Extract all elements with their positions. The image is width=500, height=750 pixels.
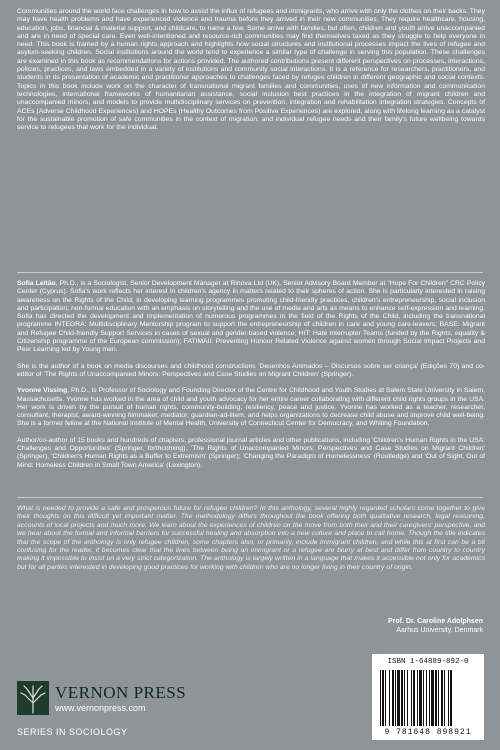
isbn-label: ISBN 1-64889-892-0 bbox=[387, 658, 469, 666]
divider bbox=[17, 497, 483, 498]
barcode-icon bbox=[378, 670, 478, 726]
isbn-number: 9 781648 898921 bbox=[384, 728, 472, 737]
bio-sofia bbox=[17, 280, 485, 355]
reviewer-affiliation: Aarhus University, Denmark bbox=[396, 627, 483, 634]
bio-sofia-books: She is the author of a book on media discourses and childhood constructions 'Desenhos Animados – Discursos sobre ser criança' (Edições 70) and co-editor of 'The Rights of Unaccompanied Minors: Perspectives and Case Studies on Migrant Children' (Springer). bbox=[17, 362, 485, 378]
book-blurb: Communities around the world face challenges in how to assist the influx of refugees and immigrants, who arrive with only the clothes on their backs. They may have health problems and have experienced violence and trauma before they arrived in their new communities. They require healthcare, housing, education, jobs, financial & material support, and childcare, to name a few. Some arrive with families, but often, children and youth arrive unaccompanied and are in need of special care. Even well-intentioned and resource-rich communities may find themselves taxed as they struggle to help everyone in need. This book is framed by a human rights approach and highlights how social structures and institutional processes impact the lives of refugee and asylum-seeking children. Social institutions around the world tend to experience a similar type of challenge in serving this population. These challenges are examined in this book as recommendations for actions provided. The authored contributions present different perspectives on processes, interactions, policies, practices, and laws embedded in a variety of institutions and community social interactions. It is a reference for researchers, practitioners, and students in its presentation of academic and practitioner approaches to challenges faced by refugee children in different geographic and social contexts. Topics in this book include work on the character of transnational migrant families and communities, uses of new information and communication technologies, international frameworks of humanitarian assistance, social inclusion best practices in the integration of migrant children and unaccompanied minors, and models to provide multidisciplinary services on prevention, integration and rehabilitation integration strategies. Concepts of ACEs (Adverse Childhood Experiences) and HOPEs (Healthy Outcomes from Positive Experiences) are explored, along with lifelong learning as a catalyst for the sustainable promotion of safe communities in the context of migration; and individual refugee needs and their family's future wellbeing towards service to refugees that work for the individual. bbox=[17, 8, 485, 132]
editor-bios bbox=[17, 280, 485, 478]
bio-yvonne bbox=[17, 387, 485, 428]
isbn-barcode bbox=[372, 654, 484, 740]
tree-logo-icon bbox=[17, 681, 49, 715]
reviewer-name: Prof. Dr. Caroline Adolphsen bbox=[387, 618, 483, 625]
bio-sofia-text: , Ph.D., is a Sociologist, Senior Development Manager at Rinova Ltd (UK), Senior Advisory Board Member at "Hope For Children" CRC Policy Center (Cyprus). Sofia's work reflects her interest in children's agency in matters related to their spheres of action. She is particularly interested in raising awareness on the Rights of the Child; in developing learning programmes promoting child-friendly practices, children's entrepreneurship, social inclusion and participation; non-formal education with an emphasis on storytelling and the use of media and arts as means to enhance self-expression and learning. Sofia has directed the development and implementation of numerous programmes in the field of the Rights of the Child, including the transnational programme INTEGRA: Multidisciplinary Mentorship program to support the entrepreneurship of children in care and young care-leavers; BASE: Migrant and Refugee Child-friendly Support Services in cases of sexual and gender-based violence; HIT: Hate Interrupter Teams (funded by the Rights, equality & Citizenship programme of the European commission); FATIMAII: Preventing Honour Related Violence against women through Social Impact Projects and Peer Learning led by Young men. bbox=[17, 280, 485, 354]
bio-yvonne-name: Yvonne Vissing bbox=[17, 387, 68, 395]
bio-yvonne-text: , Ph.D., is Professor of Sociology and Founding Director of the Centre for Childhood and Youth Studies at Salem State University in Salem, Massachusetts. Yvonne has worked in the area of child and youth advocacy for her entire career collaborating with different child rights groups in the USA. Her work is driven by the pursuit of human rights, community-building, resiliency, peace and justice. Yvonne has worked as a teacher, researcher, consultant, therapist, award-winning filmmaker, mediator, guardian-ad-litem, and helps organizations to decrease child abuse and improve child well-being. She is a former fellow at the National Institute of Mental Health, University of Connecticut Center for Democracy, and Whiting Foundation. bbox=[17, 387, 485, 428]
publisher-url: www.vernonpress.com bbox=[55, 703, 146, 713]
publisher-name: VERNON PRESS bbox=[55, 683, 187, 702]
review-attribution bbox=[388, 617, 483, 635]
bio-yvonne-books: Author/co-author of 15 books and hundreds of chapters, professional journal articles and other publications, including 'Children's Human Rights in the USA: Challenges and Opportunities' (Springer, forthcoming), 'The Rights of Unaccompanied Minors: Perspectives and Case Studies on Migrant Children' (Springer), 'Children's Human Rights as a Buffer to Extremism' (Springer); 'Changing the Paradigm of Homelessness' (Routledge) and 'Out of Sight, Out of Mind: Homeless Children in Small Town America' (Lexington). bbox=[17, 436, 485, 469]
review-quote: What is needed to provide a safe and prosperous future for refugee children? In this anthology, several highly regarded scholars come together to give their thoughts on this difficult yet important matter. The methodology differs throughout the book offering both qualitative research, legal reasoning, accounts of local projects and much more. We learn about the experiences of children on the move from both their and their caregivers' perspective, and we hear about the formal and informal barriers for successful healing and absorption into a new culture and place to call home. Though the title indicates that the scope of the anthology is only refugee children, some chapters also, or primarily, include immigrant children, and while this at first can be a bit confusing for the reader, it becomes clear that the lines between being an immigrant or a refugee are blurry at best and differ from country to country making it impossible to insist on a very strict categorization. The anthology is largely written in a language that makes it accessible not only for academics but for all parties interested in developing good practices for working with children who are no longer living in their country of origin. bbox=[17, 505, 485, 571]
divider bbox=[17, 272, 483, 273]
bio-sofia-name: Sofia Leitão bbox=[17, 280, 56, 287]
series-name: SERIES IN SOCIOLOGY bbox=[17, 727, 128, 737]
